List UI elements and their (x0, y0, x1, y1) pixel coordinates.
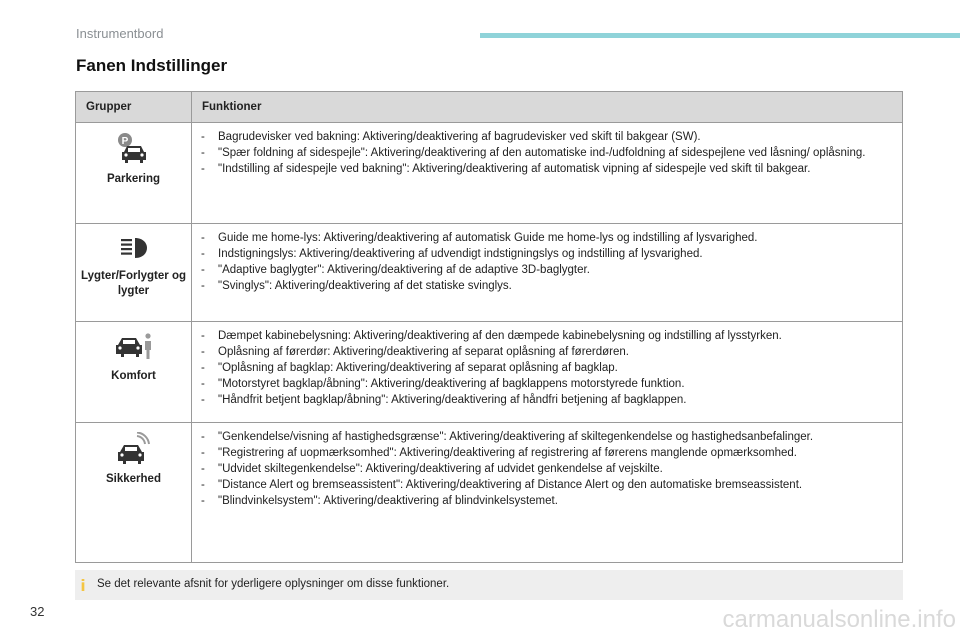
list-item: - "Registrering af uopmærksomhed": Aktivering/deaktivering af registrering af førerens manglende opmærksomhed. (201, 447, 797, 459)
group-label: Sikkerhed (106, 473, 161, 485)
list-item: - Guide me home-lys: Aktivering/deaktivering af automatisk Guide me home-lys og indstilling af lysvarighed. (201, 232, 758, 244)
group-cell (76, 123, 192, 224)
list-item: - "Genkendelse/visning af hastighedsgrænse": Aktivering/deaktivering af skiltegenkendelse og hastighedsanbefalinger. (201, 431, 814, 443)
list-item: - "Udvidet skiltegenkendelse": Aktivering/deaktivering af udvidet genkendelse af vejskilte. (201, 463, 663, 475)
comfort-car-person-icon (114, 331, 154, 363)
list-item: - "Indstilling af sidespejle ved bakning": Aktivering/deaktivering af automatisk vipning af sidespejle ved skift til bakgear. (201, 163, 811, 175)
functions-cell (192, 123, 903, 224)
page-number: 32 (30, 604, 45, 619)
list-item: - "Svinglys": Aktivering/deaktivering af det statiske svinglys. (201, 280, 512, 292)
svg-text:P: P (121, 136, 128, 147)
section-label: Instrumentbord (76, 26, 164, 41)
list-item: - Indstigningslys: Aktivering/deaktivering af udvendigt indstigningslys og indstilling af lysvarighed. (201, 248, 703, 260)
group-label: Komfort (111, 370, 156, 382)
group-cell (76, 322, 192, 423)
page-title: Fanen Indstillinger (76, 56, 228, 75)
group-cell (76, 224, 192, 322)
list-item: - "Blindvinkelsystem": Aktivering/deaktivering af blindvinkelsystemet. (201, 495, 558, 507)
list-item: - Oplåsning af førerdør: Aktivering/deaktivering af separat oplåsning af førerdøren. (201, 346, 630, 358)
group-label: Lygter/Forlygter og lygter (81, 270, 186, 297)
list-item: - "Spær foldning af sidespejle": Aktivering/deaktivering af den automatiske ind-/udfoldning af sidespejlene ved låsning/ oplåsning. (201, 147, 866, 159)
functions-table (75, 91, 903, 563)
list-item: - "Håndfrit betjent bagklap/åbning": Aktivering/deaktivering af håndfri betjening af bagklappen. (201, 394, 687, 406)
functions-cell (192, 322, 903, 423)
column-header-groups: Grupper (76, 92, 192, 123)
table-row-parking (76, 123, 903, 224)
group-label: Parkering (106, 173, 161, 185)
info-icon (81, 576, 85, 594)
column-header-functions: Funktioner (192, 92, 903, 123)
table-header-row (76, 92, 903, 123)
functions-cell (192, 224, 903, 322)
safety-car-waves-icon (114, 432, 154, 466)
list-item: - "Adaptive baglygter": Aktivering/deaktivering af de adaptive 3D-baglygter. (201, 264, 590, 276)
headlight-icon (116, 233, 152, 263)
functions-cell (192, 423, 903, 563)
table-row-comfort (76, 322, 903, 423)
parking-car-icon (116, 132, 152, 166)
info-note-text: Se det relevante afsnit for yderligere oplysninger om disse funktioner. (97, 578, 450, 590)
list-item: - Bagrudevisker ved bakning: Aktivering/deaktivering af bagrudevisker ved skift til bakgear (SW). (201, 131, 701, 143)
info-note (75, 570, 903, 600)
header-accent-bar (480, 33, 960, 38)
list-item: - "Motorstyret bagklap/åbning": Aktivering/deaktivering af bagklappens motorstyrede funktion. (201, 378, 685, 390)
table-row-safety (76, 423, 903, 563)
table-row-lights (76, 224, 903, 322)
group-cell (76, 423, 192, 563)
watermark: carmanualsonline.info (722, 606, 956, 633)
list-item: - Dæmpet kabinebelysning: Aktivering/deaktivering af den dæmpede kabinebelysning og indstilling af lysstyrken. (201, 330, 782, 342)
list-item: - "Oplåsning af bagklap: Aktivering/deaktivering af separat oplåsning af bagklap. (201, 362, 618, 374)
list-item: - "Distance Alert og bremseassistent": Aktivering/deaktivering af Distance Alert og den automatiske bremseassistent. (201, 479, 803, 491)
